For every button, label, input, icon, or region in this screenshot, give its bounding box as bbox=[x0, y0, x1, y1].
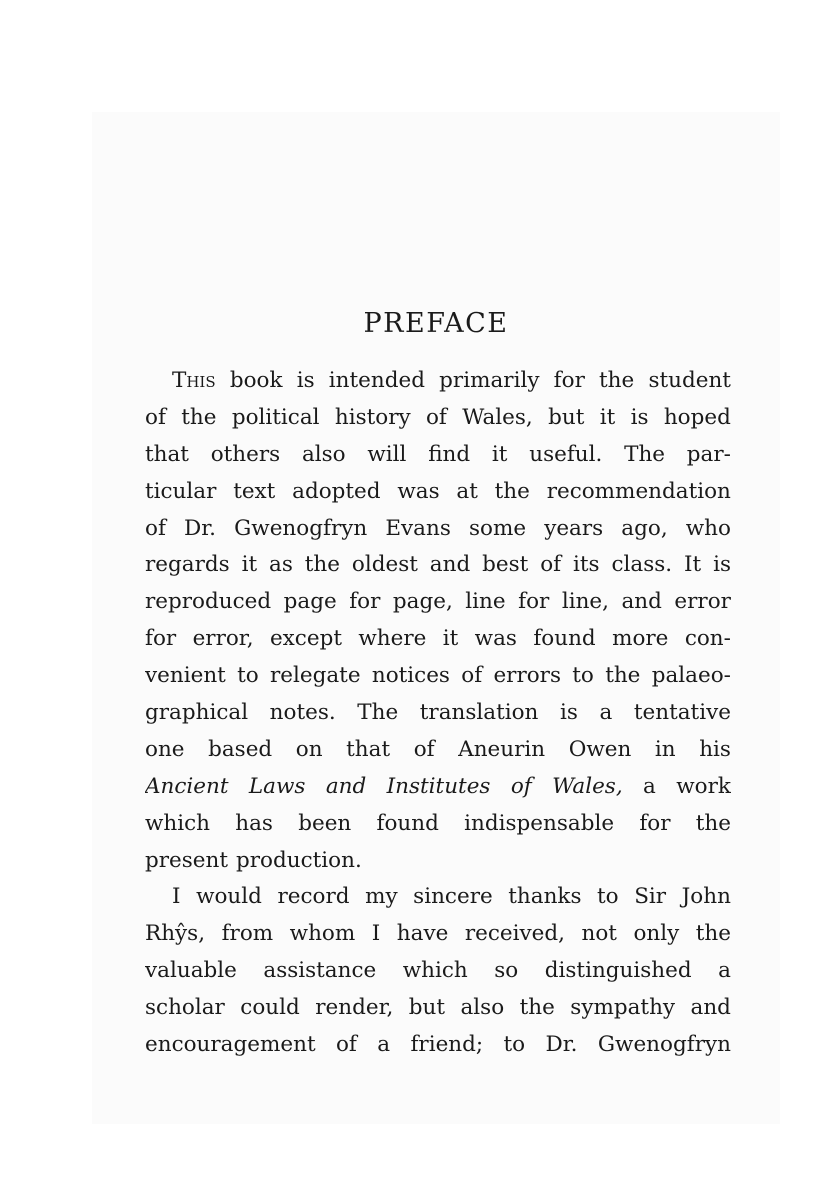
word: is bbox=[296, 368, 315, 393]
word: which bbox=[145, 810, 211, 836]
text-line bbox=[145, 547, 731, 584]
word: others bbox=[210, 441, 281, 467]
text-line bbox=[145, 953, 731, 990]
text-line bbox=[145, 1027, 731, 1064]
word: error bbox=[674, 589, 731, 615]
text-line bbox=[145, 621, 731, 658]
word: and bbox=[429, 552, 471, 578]
word: Owen bbox=[568, 736, 632, 762]
word: would bbox=[196, 884, 262, 910]
word: Evans bbox=[385, 515, 451, 541]
word: Rhŷs, bbox=[145, 921, 206, 947]
text-line bbox=[145, 843, 731, 880]
word: for bbox=[518, 589, 550, 615]
word: been bbox=[298, 810, 352, 836]
word: It bbox=[684, 552, 702, 578]
word: of bbox=[145, 404, 166, 430]
word: for bbox=[639, 810, 671, 836]
word: the bbox=[695, 921, 731, 947]
word: text bbox=[233, 478, 276, 504]
word: present bbox=[145, 847, 229, 873]
word: is bbox=[559, 700, 578, 726]
word: and bbox=[690, 995, 731, 1021]
word: only bbox=[633, 921, 680, 947]
word: tentative bbox=[633, 700, 731, 726]
paragraph bbox=[145, 879, 731, 1063]
word: Wales, bbox=[552, 773, 623, 799]
word: scholar bbox=[145, 995, 225, 1021]
word: best bbox=[482, 552, 529, 578]
word: page bbox=[283, 589, 337, 615]
word: line, bbox=[561, 589, 609, 615]
word: but bbox=[548, 404, 585, 430]
word: thanks bbox=[508, 884, 582, 910]
word: friend; bbox=[410, 1032, 484, 1058]
word: who bbox=[685, 515, 731, 541]
word: it bbox=[442, 626, 459, 652]
text-line bbox=[145, 584, 731, 621]
word: Gwenogfryn bbox=[597, 1032, 731, 1058]
word: his bbox=[699, 736, 731, 762]
word: assistance bbox=[263, 958, 377, 984]
word: Ancient bbox=[145, 773, 229, 799]
word: student bbox=[648, 368, 731, 393]
word: in bbox=[654, 736, 676, 762]
word: for bbox=[553, 368, 585, 393]
word: to bbox=[597, 884, 619, 910]
word: I bbox=[172, 884, 181, 910]
word: has bbox=[235, 810, 273, 836]
word: the bbox=[519, 995, 555, 1021]
text-line bbox=[145, 769, 731, 806]
word: ago, bbox=[621, 515, 668, 541]
word: intended bbox=[328, 368, 425, 393]
word: it bbox=[599, 404, 616, 430]
word: to bbox=[503, 1032, 526, 1058]
word: encouragement bbox=[145, 1032, 316, 1058]
word: one bbox=[145, 736, 185, 762]
word: error, bbox=[192, 626, 254, 652]
word: it bbox=[491, 441, 508, 467]
word: also bbox=[460, 995, 505, 1021]
word: primarily bbox=[439, 368, 540, 393]
word: Laws bbox=[248, 773, 306, 799]
word: sincere bbox=[413, 884, 493, 910]
word: find bbox=[428, 441, 471, 467]
word: ticular bbox=[145, 478, 217, 504]
word: class. bbox=[611, 552, 673, 578]
word: except bbox=[269, 626, 342, 652]
word: to bbox=[237, 663, 259, 689]
word: page, bbox=[392, 589, 453, 615]
word: from bbox=[221, 921, 274, 947]
text-line bbox=[145, 990, 731, 1027]
word: where bbox=[358, 626, 427, 652]
word: of bbox=[145, 515, 166, 541]
word: that bbox=[346, 736, 391, 762]
word: have bbox=[396, 921, 449, 947]
text-line bbox=[145, 732, 731, 769]
word: This bbox=[172, 368, 216, 393]
word: of bbox=[413, 736, 435, 762]
word: found bbox=[376, 810, 439, 836]
text-line bbox=[145, 437, 731, 474]
word: political bbox=[231, 404, 320, 430]
word: Dr. bbox=[184, 515, 217, 541]
word: based bbox=[208, 736, 273, 762]
word: could bbox=[240, 995, 300, 1021]
word: notices bbox=[371, 663, 450, 689]
word: on bbox=[295, 736, 323, 762]
word: it bbox=[241, 552, 258, 578]
word: par- bbox=[686, 441, 731, 467]
word: graphical bbox=[145, 700, 249, 726]
word: book bbox=[229, 368, 283, 393]
word: is bbox=[713, 552, 731, 578]
word: notes. bbox=[269, 700, 336, 726]
word: a bbox=[643, 773, 656, 799]
word: translation bbox=[419, 700, 539, 726]
word: will bbox=[367, 441, 407, 467]
word: the bbox=[181, 404, 217, 430]
word: of bbox=[425, 404, 447, 430]
paragraph bbox=[145, 363, 731, 879]
text-line bbox=[145, 806, 731, 843]
word: of bbox=[540, 552, 562, 578]
word: valuable bbox=[145, 958, 237, 984]
word: oldest bbox=[351, 552, 418, 578]
word: not bbox=[581, 921, 617, 947]
word: Institutes bbox=[386, 773, 491, 799]
text-line bbox=[145, 363, 731, 400]
word: was bbox=[474, 626, 517, 652]
word: which bbox=[402, 958, 468, 984]
word: hoped bbox=[663, 404, 731, 430]
word: The bbox=[357, 700, 399, 726]
word: the bbox=[599, 368, 635, 393]
word: Aneurin bbox=[458, 736, 546, 762]
text-line bbox=[145, 511, 731, 548]
text-line bbox=[145, 658, 731, 695]
word: sympathy bbox=[570, 995, 676, 1021]
word: a bbox=[718, 958, 731, 984]
word: years bbox=[544, 515, 604, 541]
word: of bbox=[335, 1032, 357, 1058]
word: received, bbox=[464, 921, 565, 947]
word: found bbox=[533, 626, 596, 652]
word: for bbox=[349, 589, 381, 615]
word: Dr. bbox=[545, 1032, 578, 1058]
word: history bbox=[334, 404, 411, 430]
text-line bbox=[145, 879, 731, 916]
text-line bbox=[145, 916, 731, 953]
word: to bbox=[572, 663, 594, 689]
text-line bbox=[145, 695, 731, 732]
word: useful. bbox=[529, 441, 603, 467]
word: con- bbox=[684, 626, 731, 652]
word: Wales, bbox=[462, 404, 533, 430]
text-line bbox=[145, 474, 731, 511]
word: my bbox=[365, 884, 398, 910]
word: record bbox=[277, 884, 350, 910]
word: regards bbox=[145, 552, 230, 578]
word: reproduced bbox=[145, 589, 272, 615]
word: relegate bbox=[270, 663, 361, 689]
word: I bbox=[371, 921, 381, 947]
word: line bbox=[465, 589, 506, 615]
word: so bbox=[494, 958, 519, 984]
word: work bbox=[676, 773, 731, 799]
word: Sir bbox=[634, 884, 667, 910]
word: indispensable bbox=[464, 810, 615, 836]
word: at bbox=[456, 478, 478, 504]
word: the bbox=[695, 810, 731, 836]
word: render, bbox=[315, 995, 394, 1021]
word: John bbox=[681, 884, 731, 910]
word: whom bbox=[289, 921, 356, 947]
word: a bbox=[377, 1032, 391, 1058]
word: the bbox=[605, 663, 641, 689]
word: and bbox=[621, 589, 662, 615]
word: was bbox=[397, 478, 440, 504]
word: of bbox=[510, 773, 532, 799]
word: venient bbox=[145, 663, 226, 689]
preface-body bbox=[145, 363, 731, 1064]
word: palaeo- bbox=[651, 663, 731, 689]
word: distinguished bbox=[544, 958, 692, 984]
word: and bbox=[325, 773, 367, 799]
word: but bbox=[408, 995, 446, 1021]
text-line bbox=[145, 400, 731, 437]
word: The bbox=[624, 441, 666, 467]
word: for bbox=[145, 626, 177, 652]
word: production. bbox=[236, 847, 362, 873]
word: errors bbox=[493, 663, 561, 689]
word: its bbox=[573, 552, 600, 578]
word: some bbox=[468, 515, 527, 541]
word: adopted bbox=[292, 478, 381, 504]
word: the bbox=[494, 478, 530, 504]
word: as bbox=[269, 552, 293, 578]
word: also bbox=[301, 441, 346, 467]
word: of bbox=[461, 663, 483, 689]
word: that bbox=[145, 441, 189, 467]
word: more bbox=[612, 626, 669, 652]
word: a bbox=[599, 700, 613, 726]
word: is bbox=[630, 404, 649, 430]
word: recommendation bbox=[546, 478, 731, 504]
word: the bbox=[304, 552, 340, 578]
word: Gwenogfryn bbox=[234, 515, 368, 541]
page-title: PREFACE bbox=[363, 308, 509, 339]
